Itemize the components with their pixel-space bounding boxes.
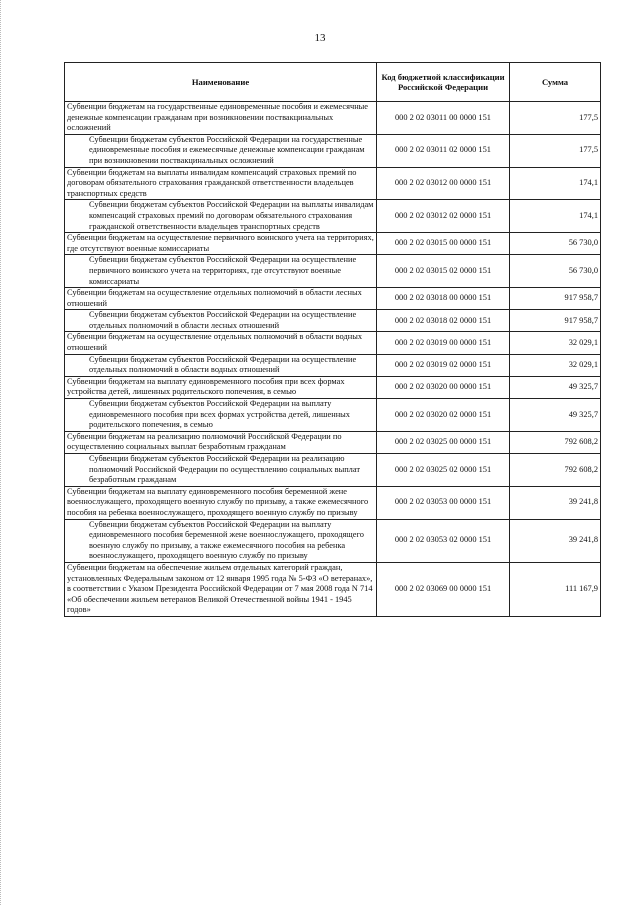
row-name: Субвенции бюджетам на выплату единовременного пособия беременной жене военнослужащего, проходящего военную службу по призыву, а также ежемесячного пособия на ребенка военнослужащего, проходящего военную службу по призыву (65, 486, 377, 519)
row-code: 000 2 02 03020 02 0000 151 (377, 399, 510, 432)
table-row (65, 354, 601, 376)
header-code: Код бюджетной классификации Российской Федерации (377, 63, 510, 102)
row-code: 000 2 02 03020 00 0000 151 (377, 376, 510, 398)
row-name: Субвенции бюджетам субъектов Российской Федерации на реализацию полномочий Российской Федерации по осуществлению социальных выплат безработным гражданам (65, 454, 377, 487)
row-name: Субвенции бюджетам субъектов Российской Федерации на осуществление первичного воинского учета на территориях, где отсутствуют военные комиссариаты (65, 255, 377, 288)
row-name: Субвенции бюджетам на осуществление первичного воинского учета на территориях, где отсутствуют военные комиссариаты (65, 233, 377, 255)
row-code: 000 2 02 03019 02 0000 151 (377, 354, 510, 376)
table-row (65, 376, 601, 398)
header-name: Наименование (65, 63, 377, 102)
scan-edge (0, 0, 4, 905)
row-sum: 56 730,0 (510, 255, 601, 288)
table-header-row (65, 63, 601, 102)
row-name: Субвенции бюджетам на обеспечение жильем отдельных категорий граждан, установленных Федеральным законом от 12 января 1995 года № 5-ФЗ «О ветеранах», в соответствии с Указом Президента Российской Федерации от 7 мая 2008 года N 714 «Об обеспечении жильем ветеранов Великой Отечественной войны 1941 - 1945 годов» (65, 562, 377, 616)
row-name: Субвенции бюджетам субъектов Российской Федерации на осуществление отдельных полномочий в области лесных отношений (65, 310, 377, 332)
table-row (65, 288, 601, 310)
row-code: 000 2 02 03025 00 0000 151 (377, 431, 510, 453)
row-sum: 177,5 (510, 102, 601, 135)
header-sum: Сумма (510, 63, 601, 102)
row-name: Субвенции бюджетам субъектов Российской Федерации на выплату единовременного пособия беременной жене военнослужащего, проходящего военную службу по призыву, а также ежемесячного пособия на ребенка военнослужащего, проходящего военную службу по призыву (65, 519, 377, 562)
row-sum: 49 325,7 (510, 399, 601, 432)
row-code: 000 2 02 03018 02 0000 151 (377, 310, 510, 332)
row-name: Субвенции бюджетам на выплаты инвалидам компенсаций страховых премий по договорам обязательного страхования гражданской ответственности владельцев транспортных средств (65, 167, 377, 200)
row-sum: 792 608,2 (510, 431, 601, 453)
row-code: 000 2 02 03012 02 0000 151 (377, 200, 510, 233)
row-code: 000 2 02 03011 00 0000 151 (377, 102, 510, 135)
row-name: Субвенции бюджетам на реализацию полномочий Российской Федерации по осуществлению социальных выплат безработным гражданам (65, 431, 377, 453)
table-row (65, 486, 601, 519)
row-name: Субвенции бюджетам на осуществление отдельных полномочий в области водных отношений (65, 332, 377, 354)
row-code: 000 2 02 03015 02 0000 151 (377, 255, 510, 288)
table-row (65, 167, 601, 200)
row-code: 000 2 02 03018 00 0000 151 (377, 288, 510, 310)
row-sum: 56 730,0 (510, 233, 601, 255)
row-sum: 174,1 (510, 167, 601, 200)
row-sum: 174,1 (510, 200, 601, 233)
budget-table (64, 62, 601, 617)
row-sum: 111 167,9 (510, 562, 601, 616)
table-row (65, 134, 601, 167)
table-row (65, 454, 601, 487)
row-code: 000 2 02 03053 00 0000 151 (377, 486, 510, 519)
table-row (65, 102, 601, 135)
table-row (65, 233, 601, 255)
row-sum: 792 608,2 (510, 454, 601, 487)
page-number: 13 (314, 32, 326, 44)
table-row (65, 519, 601, 562)
row-name: Субвенции бюджетам на осуществление отдельных полномочий в области лесных отношений (65, 288, 377, 310)
table-row (65, 431, 601, 453)
row-code: 000 2 02 03012 00 0000 151 (377, 167, 510, 200)
row-sum: 177,5 (510, 134, 601, 167)
table-row (65, 332, 601, 354)
row-sum: 917 958,7 (510, 310, 601, 332)
row-code: 000 2 02 03019 00 0000 151 (377, 332, 510, 354)
row-sum: 32 029,1 (510, 332, 601, 354)
row-name: Субвенции бюджетам на государственные единовременные пособия и ежемесячные денежные компенсации гражданам при возникновении поствакцинальных осложнений (65, 102, 377, 135)
row-code: 000 2 02 03015 00 0000 151 (377, 233, 510, 255)
row-code: 000 2 02 03069 00 0000 151 (377, 562, 510, 616)
table-row (65, 399, 601, 432)
row-code: 000 2 02 03053 02 0000 151 (377, 519, 510, 562)
row-code: 000 2 02 03011 02 0000 151 (377, 134, 510, 167)
table-row (65, 310, 601, 332)
table-row (65, 200, 601, 233)
row-name: Субвенции бюджетам субъектов Российской Федерации на выплату единовременного пособия при всех формах устройства детей, лишенных родительского попечения, в семью (65, 399, 377, 432)
row-name: Субвенции бюджетам субъектов Российской Федерации на выплаты инвалидам компенсаций страховых премий по договорам обязательного страхования гражданской ответственности владельцев транспортных средств (65, 200, 377, 233)
row-name: Субвенции бюджетам субъектов Российской Федерации на государственные единовременные пособия и ежемесячные денежные компенсации гражданам при возникновении поствакцинальных осложнений (65, 134, 377, 167)
row-code: 000 2 02 03025 02 0000 151 (377, 454, 510, 487)
row-sum: 917 958,7 (510, 288, 601, 310)
table-row (65, 255, 601, 288)
table-body (65, 102, 601, 617)
row-sum: 39 241,8 (510, 486, 601, 519)
row-name: Субвенции бюджетам субъектов Российской Федерации на осуществление отдельных полномочий в области водных отношений (65, 354, 377, 376)
table-row (65, 562, 601, 616)
row-sum: 32 029,1 (510, 354, 601, 376)
row-sum: 39 241,8 (510, 519, 601, 562)
row-sum: 49 325,7 (510, 376, 601, 398)
row-name: Субвенции бюджетам на выплату единовременного пособия при всех формах устройства детей, лишенных родительского попечения, в семью (65, 376, 377, 398)
